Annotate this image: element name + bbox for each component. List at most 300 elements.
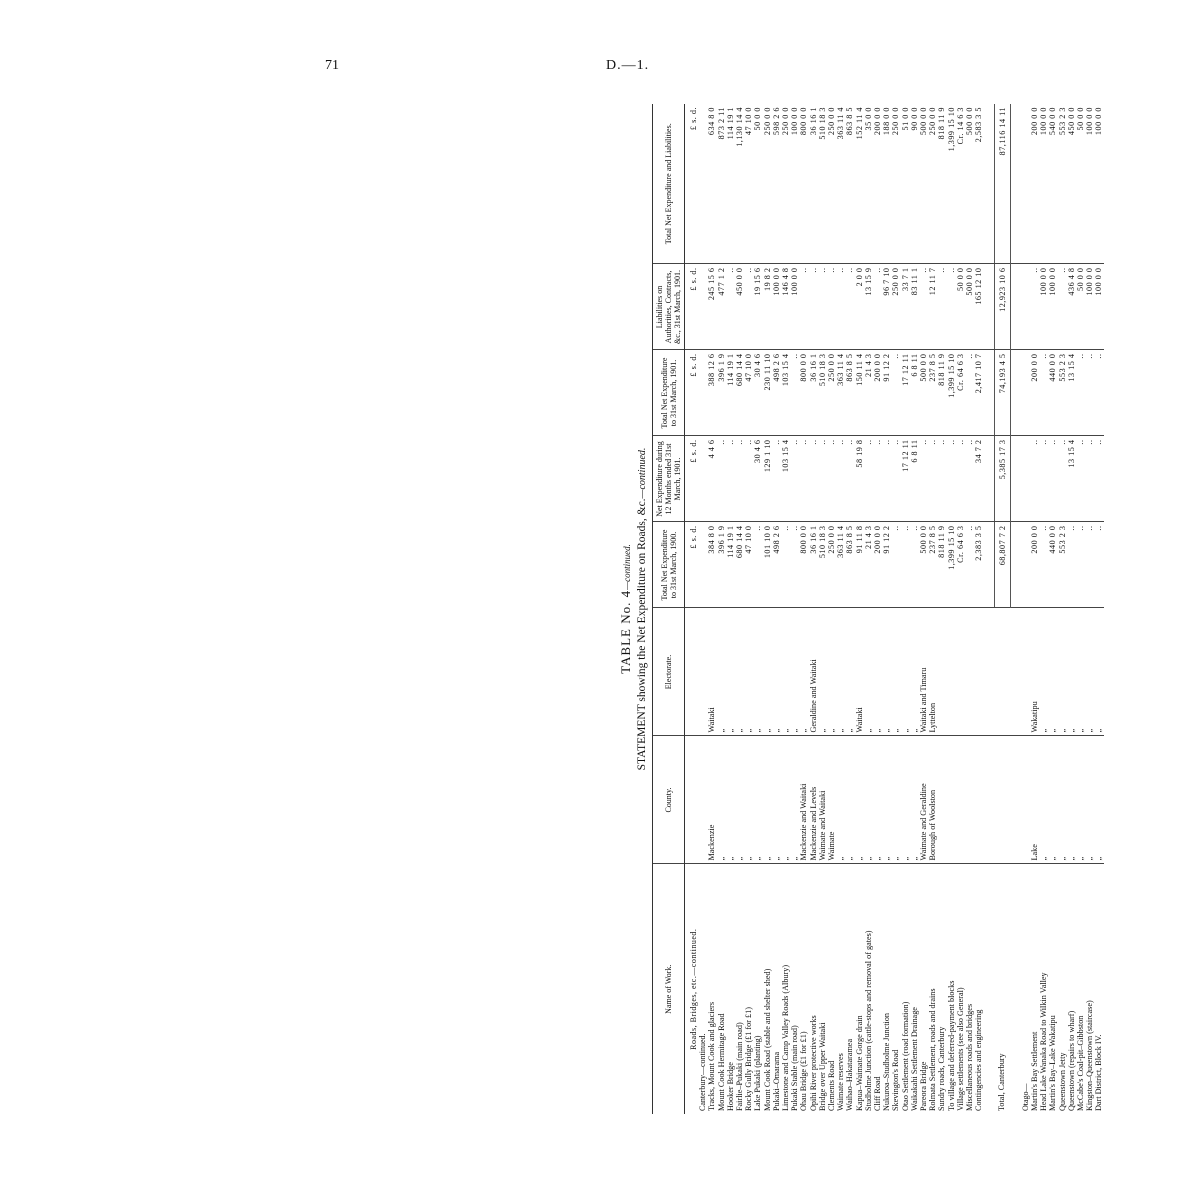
liabilities-cell: 500 0 0 [965,264,974,350]
total-cell: 35 0 0 [864,104,873,264]
total-cell: 200 0 0 [1030,104,1039,264]
table-row [974,104,983,1114]
col-total: Total Net Expenditure and Liabilities. [653,104,685,264]
liabilities-cell: 83 11 1 [910,264,919,350]
net-during-year-cell: .. [1048,436,1057,522]
total-cell: 800 0 0 [799,104,808,264]
work-name-cell: Waikakahi Settlement Drainage [909,1007,919,1111]
empty-cell [698,736,707,864]
electorate-cell: „ [753,608,762,736]
net-1901-cell: 150 11 4 [855,350,864,436]
empty-cell [698,264,707,350]
total-cell: 100 0 0 [1039,104,1048,264]
net-during-year-cell: .. [809,436,818,522]
total-cell: 250 0 0 [928,104,937,264]
net-1900-cell: 68,807 7 2 [994,522,1010,608]
unit-label: £ s. d. [685,436,699,522]
unit-label: £ s. d. [685,104,699,264]
county-cell: „ [1048,736,1057,864]
liabilities-cell: .. [947,264,956,350]
net-1901-cell: 47 10 0 [744,350,753,436]
net-1901-cell: 200 0 0 [873,350,882,436]
net-1900-cell: 440 0 0 [1048,522,1057,608]
net-during-year-cell: .. [947,436,956,522]
county-cell: „ [891,736,900,864]
liabilities-cell: 146 4 8 [781,264,790,350]
net-1900-cell: 200 0 0 [873,522,882,608]
electorate-cell: „ [799,608,808,736]
electorate-cell: „ [772,608,781,736]
county-cell [947,736,956,864]
county-cell [994,736,1010,864]
net-during-year-cell: .. [1094,436,1103,522]
net-1900-cell: .. [910,522,919,608]
total-cell: 510 18 3 [818,104,827,264]
net-1900-cell: 91 11 8 [855,522,864,608]
table-row [790,104,799,1114]
net-1900-cell: .. [1094,522,1103,608]
liabilities-cell: .. [818,264,827,350]
net-1901-cell: 498 2 6 [772,350,781,436]
net-during-year-cell: .. [928,436,937,522]
total-cell: 818 11 9 [937,104,946,264]
net-during-year-cell: .. [956,436,965,522]
county-cell [937,736,946,864]
electorate-cell: Waitaki and Timaru [919,608,928,736]
net-1900-cell: 553 2 3 [1058,522,1067,608]
net-1901-cell: 36 16 1 [809,350,818,436]
electorate-cell: „ [790,608,799,736]
electorate-cell: Geraldine and Waitaki [809,608,818,736]
work-name-cell: Village settlements (see also General) [955,987,965,1111]
total-row [994,104,1010,1114]
liabilities-cell: .. [744,264,753,350]
total-cell: 188 0 0 [882,104,891,264]
empty-cell [1010,736,1021,864]
liabilities-cell: .. [799,264,808,350]
net-during-year-cell: .. [818,436,827,522]
electorate-cell: „ [726,608,735,736]
net-1900-cell: 36 16 1 [809,522,818,608]
total-cell: 114 19 1 [726,104,735,264]
page-number: 71 [325,58,339,73]
liabilities-cell: 12,923 10 6 [994,264,1010,350]
net-1901-cell: 2,417 10 7 [974,350,983,436]
electorate-cell [947,608,956,736]
net-during-year-cell: 34 7 2 [974,436,983,522]
electorate-cell [956,608,965,736]
table-row [1085,104,1094,1114]
total-cell: 90 0 0 [910,104,919,264]
net-1901-cell: 680 14 4 [735,350,744,436]
net-during-year-cell: 30 4 6 [753,436,762,522]
empty-cell [984,864,995,1114]
table-title-suffix: —continued. [622,544,632,590]
statement-title [636,104,648,1114]
net-1900-cell: .. [1085,522,1094,608]
table-row [891,104,900,1114]
net-1900-cell: 114 19 1 [726,522,735,608]
net-during-year-cell: .. [790,436,799,522]
net-during-year-cell: .. [845,436,854,522]
electorate-cell: „ [735,608,744,736]
net-1901-cell: .. [790,350,799,436]
total-cell: 250 0 0 [827,104,836,264]
table-row [1076,104,1085,1114]
spacer-row [1010,104,1021,1114]
liabilities-cell: 100 0 0 [790,264,799,350]
county-cell: „ [1085,736,1094,864]
region-heading-row [698,104,707,1114]
liabilities-cell: 50 0 0 [956,264,965,350]
net-1900-cell: 680 14 4 [735,522,744,608]
electorate-cell [937,608,946,736]
county-cell: „ [1067,736,1076,864]
empty-cell [1021,736,1030,864]
net-1901-cell: 6 8 11 [910,350,919,436]
work-name-cell: Hooker Bridge [725,1062,735,1111]
net-during-year-cell: .. [1030,436,1039,522]
net-1900-cell: 510 18 3 [818,522,827,608]
liabilities-cell: .. [827,264,836,350]
total-cell: 863 8 5 [845,104,854,264]
col-name-of-work: Name of Work. [653,864,685,1114]
total-cell: 450 0 0 [1067,104,1076,264]
electorate-cell: „ [845,608,854,736]
empty-cell [1010,264,1021,350]
county-cell: „ [901,736,910,864]
empty-cell [685,736,699,864]
table-row [707,104,716,1114]
county-cell: „ [790,736,799,864]
electorate-cell: „ [910,608,919,736]
net-during-year-cell: 129 1 10 [763,436,772,522]
net-1900-cell: 2,383 3 5 [974,522,983,608]
electorate-cell: Wakatipu [1030,608,1039,736]
section-heading-row [685,104,699,1114]
liabilities-cell: 165 12 10 [974,264,983,350]
total-cell: 87,116 14 11 [994,104,1010,264]
total-cell: 250 0 0 [781,104,790,264]
total-cell: 1,399 15 10 [947,104,956,264]
empty-cell [984,522,995,608]
electorate-cell: Waitaki [707,608,716,736]
liabilities-cell: 50 0 0 [1076,264,1085,350]
county-cell: „ [845,736,854,864]
net-1900-cell: .. [1039,522,1048,608]
region-heading-canterbury: Canterbury—continued. [698,1033,708,1111]
empty-cell [1010,436,1021,522]
liabilities-cell: .. [845,264,854,350]
electorate-cell: „ [836,608,845,736]
electorate-cell: „ [1076,608,1085,736]
net-1901-cell: 250 0 0 [827,350,836,436]
table-row [947,104,956,1114]
empty-cell [1021,264,1030,350]
net-1901-cell: 103 15 4 [781,350,790,436]
liabilities-cell: 100 0 0 [1039,264,1048,350]
electorate-cell [974,608,983,736]
net-1901-cell: Cr. 64 6 3 [956,350,965,436]
county-cell: „ [753,736,762,864]
empty-cell [984,436,995,522]
liabilities-cell: 100 0 0 [772,264,781,350]
total-cell: 500 0 0 [965,104,974,264]
empty-cell [698,608,707,736]
empty-cell [984,736,995,864]
work-name-cell: Skevington's Road [891,1049,901,1111]
empty-cell [984,608,995,736]
electorate-cell: „ [1039,608,1048,736]
empty-cell [1010,522,1021,608]
electorate-cell: Waitaki [855,608,864,736]
electorate-cell: „ [901,608,910,736]
liabilities-cell: .. [726,264,735,350]
empty-cell [1021,436,1030,522]
net-1901-cell: 1,399 15 10 [947,350,956,436]
electorate-cell: „ [717,608,726,736]
liabilities-cell: 245 15 6 [707,264,716,350]
work-name-cell: Fairlie–Pukaki (main road) [735,1022,745,1111]
net-1901-cell: 510 18 3 [818,350,827,436]
work-name-cell: Ohau Bridge (£1 for £1) [799,1031,809,1111]
work-name-cell: Queenstown (repairs to wharf) [1066,1010,1076,1111]
liabilities-cell: .. [937,264,946,350]
county-cell: „ [1039,736,1048,864]
county-cell: „ [864,736,873,864]
table-row [845,104,854,1114]
total-cell: 598 2 6 [772,104,781,264]
table-row [726,104,735,1114]
net-during-year-cell: .. [717,436,726,522]
electorate-cell [965,608,974,736]
county-cell: Waimate and Waitaki [818,736,827,864]
net-during-year-cell: .. [799,436,808,522]
county-cell: „ [1094,736,1103,864]
statement-title-suffix: —continued. [637,447,648,499]
net-during-year-cell: .. [836,436,845,522]
electorate-cell: „ [1058,608,1067,736]
table-row [910,104,919,1114]
net-1900-cell: 818 11 9 [937,522,946,608]
total-cell: 500 0 0 [919,104,928,264]
table-row [882,104,891,1114]
table-title-main: TABLE No. 4 [618,589,633,674]
col-net-1901: Total Net Expenditure to 31st March, 1901. [653,350,685,436]
electorate-cell: „ [1067,608,1076,736]
total-cell: 51 0 0 [901,104,910,264]
region-heading-row [1021,104,1030,1114]
net-1900-cell: .. [901,522,910,608]
work-name-cell: Lake Pukaki (planting) [753,1035,763,1111]
net-1901-cell: .. [1076,350,1085,436]
work-name-cell: Mount Cook Road (stable and shelter shed) [762,968,772,1111]
table-row [855,104,864,1114]
net-during-year-cell: 17 12 11 [901,436,910,522]
total-cell: 873 2 11 [717,104,726,264]
net-1900-cell: 863 8 5 [845,522,854,608]
empty-cell [1021,350,1030,436]
unit-label: £ s. d. [685,350,699,436]
table-body [685,104,1104,1114]
liabilities-cell: 13 15 9 [864,264,873,350]
work-name-cell: McCabe's Coal-pit–Gibbston [1075,1015,1085,1111]
net-during-year-cell: .. [965,436,974,522]
work-name-cell: Queenstown Jetty [1057,1052,1067,1111]
total-cell: 50 0 0 [1076,104,1085,264]
net-during-year-cell: .. [891,436,900,522]
net-during-year-cell: 13 15 4 [1067,436,1076,522]
net-1900-cell: 1,399 15 10 [947,522,956,608]
net-1901-cell: 388 12 6 [707,350,716,436]
net-1900-cell: .. [1067,522,1076,608]
total-cell: Cr. 14 6 3 [956,104,965,264]
liabilities-cell: 33 7 1 [901,264,910,350]
total-cell: 1,130 14 4 [735,104,744,264]
county-cell: Mackenzie and Waitaki [799,736,808,864]
empty-cell [984,264,995,350]
col-net-1900: Total Net Expenditure to 31st March, 1900. [653,522,685,608]
county-cell: „ [744,736,753,864]
table-row [827,104,836,1114]
liabilities-cell: 100 0 0 [1094,264,1103,350]
empty-cell [1021,522,1030,608]
net-during-year-cell: 58 19 8 [855,436,864,522]
liabilities-cell: 450 0 0 [735,264,744,350]
liabilities-cell: .. [919,264,928,350]
net-1900-cell: 500 0 0 [919,522,928,608]
total-cell: 363 11 4 [836,104,845,264]
work-name-cell: Tracks, Mount Cook and glaciers [707,1001,717,1111]
liabilities-cell: 250 0 0 [891,264,900,350]
total-cell: 634 8 0 [707,104,716,264]
net-1901-cell: 91 12 2 [882,350,891,436]
liabilities-cell: .. [1058,264,1067,350]
empty-cell [1010,350,1021,436]
electorate-cell: „ [864,608,873,736]
table-row [1067,104,1076,1114]
table-row [781,104,790,1114]
net-1900-cell: 498 2 6 [772,522,781,608]
net-1900-cell: 800 0 0 [799,522,808,608]
table-row [864,104,873,1114]
table-row [901,104,910,1114]
table-row [763,104,772,1114]
net-1901-cell: 553 2 3 [1058,350,1067,436]
net-1901-cell: 396 1 9 [717,350,726,436]
work-name-cell: Clements Road [827,1060,837,1111]
net-1900-cell: 47 10 0 [744,522,753,608]
work-name-cell: Martin's Bay Settlement [1029,1031,1039,1111]
electorate-cell: „ [744,608,753,736]
net-during-year-cell: .. [735,436,744,522]
work-name-cell: Waihao–Hakataramea [845,1038,855,1111]
total-cell: 540 0 0 [1048,104,1057,264]
col-during-year: Net Expenditure during 12 Months ended 31st March, 1901. [653,436,685,522]
liabilities-cell: 2 0 0 [855,264,864,350]
net-1901-cell: 440 0 0 [1048,350,1057,436]
table-row [937,104,946,1114]
work-name-cell: Nukuroa–Studholme Junction [882,1012,892,1111]
empty-cell [698,436,707,522]
net-1900-cell: 363 11 4 [836,522,845,608]
county-cell: Mackenzie and Levels [809,736,818,864]
work-name-cell: Martin's Bay–Lake Wakatipu [1048,1015,1058,1111]
col-liabilities: Liabilities on Authorities, Contracts, &c., 31st March, 1901. [653,264,685,350]
net-1901-cell: 237 8 5 [928,350,937,436]
work-name-cell: Sundry roads, Canterbury [937,1026,947,1111]
work-name-cell: Mount Cook Hermitage Road [716,1013,726,1111]
liabilities-cell: .. [1030,264,1039,350]
table-row [809,104,818,1114]
electorate-cell [994,608,1010,736]
header-row [653,104,685,1114]
net-during-year-cell: 5,385 17 3 [994,436,1010,522]
work-name-cell: Contingencies and engineering [974,1009,984,1111]
total-cell: 250 0 0 [763,104,772,264]
work-name-cell: Kingston–Queenstown (staircase) [1085,1000,1095,1111]
table-row [1094,104,1103,1114]
liabilities-cell: .. [836,264,845,350]
county-cell: Mackenzie [707,736,716,864]
net-1900-cell: 396 1 9 [717,522,726,608]
electorate-cell: „ [763,608,772,736]
table-row [799,104,808,1114]
liabilities-cell: 19 15 6 [753,264,762,350]
county-cell: „ [717,736,726,864]
empty-cell [698,522,707,608]
total-cell: 47 10 0 [744,104,753,264]
net-1900-cell: Cr. 64 6 3 [956,522,965,608]
table-row [928,104,937,1114]
net-1900-cell: 237 8 5 [928,522,937,608]
net-1901-cell: .. [1085,350,1094,436]
net-during-year-cell: .. [827,436,836,522]
total-cell: 250 0 0 [891,104,900,264]
empty-cell [685,608,699,736]
net-1901-cell: .. [965,350,974,436]
net-1900-cell: .. [965,522,974,608]
county-cell: „ [735,736,744,864]
electorate-cell: „ [1085,608,1094,736]
table-row [1030,104,1039,1114]
net-during-year-cell: .. [919,436,928,522]
liabilities-cell: 96 7 10 [882,264,891,350]
net-1900-cell: 91 12 2 [882,522,891,608]
liabilities-cell: 12 11 7 [928,264,937,350]
region-heading-otago: Otago— [1020,1083,1030,1111]
work-name-cell: Rolmata Settlement, roads and drains [928,988,938,1111]
net-1900-cell: 384 8 0 [707,522,716,608]
net-1900-cell: .. [1076,522,1085,608]
table-row [919,104,928,1114]
electorate-cell: „ [781,608,790,736]
net-1901-cell: 230 11 10 [763,350,772,436]
table-title [618,104,634,1114]
net-during-year-cell: .. [1085,436,1094,522]
county-cell: „ [855,736,864,864]
work-name-cell: Otao Settlement (road formation) [900,1001,910,1111]
net-1901-cell: 21 4 3 [864,350,873,436]
work-name-cell: Studholme Junction (cattle-stops and removal of gates) [863,930,873,1111]
table-row [818,104,827,1114]
empty-cell [1021,104,1030,264]
unit-label: £ s. d. [685,264,699,350]
work-name-cell: To village and deferred-payment blocks [946,980,956,1111]
table-row [772,104,781,1114]
county-cell: „ [772,736,781,864]
electorate-cell: „ [882,608,891,736]
